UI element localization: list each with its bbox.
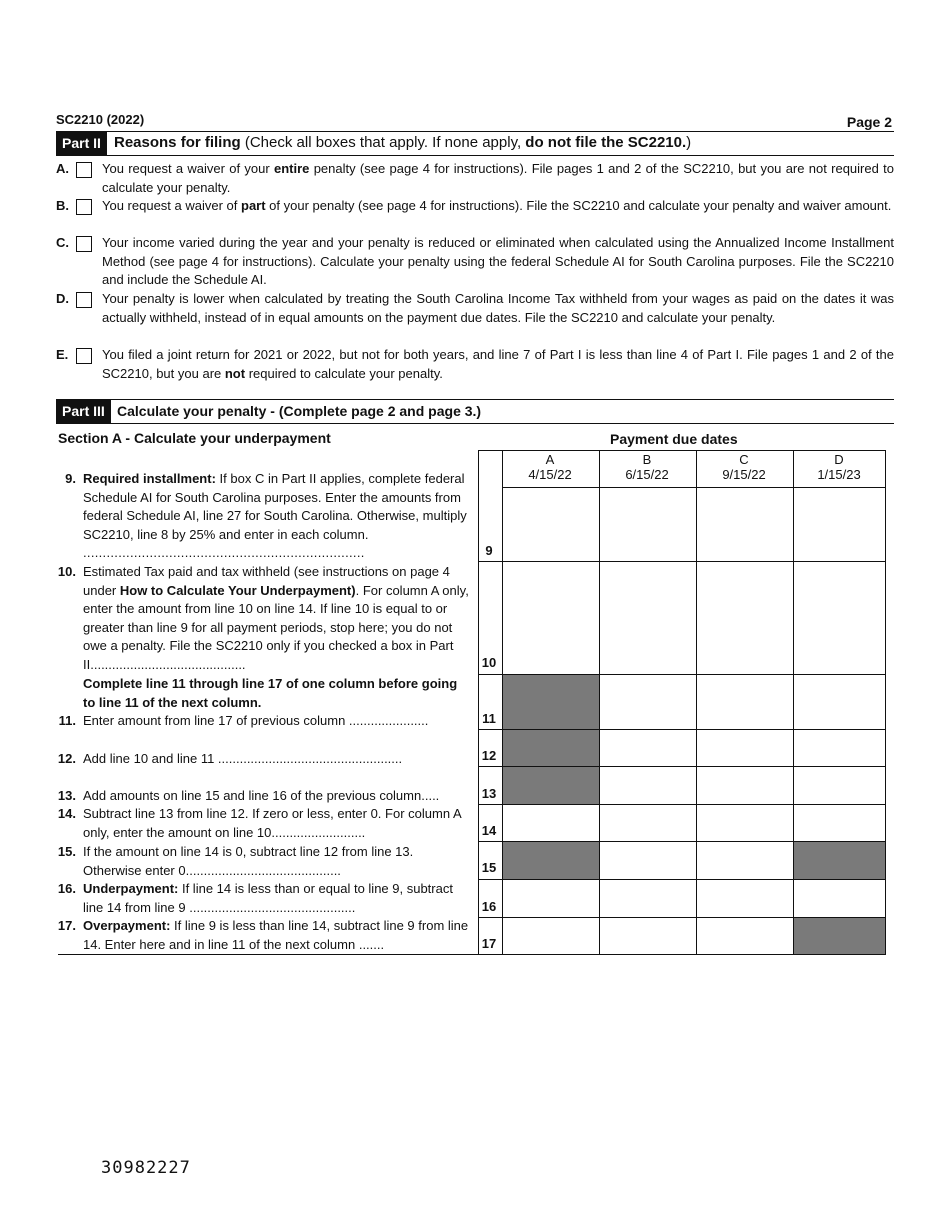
- column-b-header: B 6/15/22: [625, 452, 669, 482]
- form-barcode-number: 30982227: [101, 1158, 191, 1178]
- part2-label: Part II: [56, 131, 107, 155]
- part3-rule: [56, 423, 894, 424]
- option-a: A. You request a waiver of your entire penalty (see page 4 for instructions). File pages 1 and 2 of the SC2210, but you are not required to calculate your penalty.: [56, 161, 894, 195]
- part2-title: Reasons for filing (Check all boxes that apply. If none apply, do not file the SC2210.): [114, 134, 692, 151]
- box-13: 13: [481, 786, 497, 801]
- column-a-header: A 4/15/22: [528, 452, 572, 482]
- box-17: 17: [481, 936, 497, 951]
- column-d-header: D 1/15/23: [817, 452, 861, 482]
- box-11: 11: [482, 711, 496, 726]
- box-9: 9: [485, 543, 493, 558]
- option-d: D. Your penalty is lower when calculated by treating the South Carolina Income Tax withheld from your wages as paid on the dates it was actually withheld, instead of in equal amounts on the payment due dates. File the SC2210 and calculate your penalty.: [56, 291, 894, 325]
- option-e: E. You filed a joint return for 2021 or 2022, but not for both years, and line 7 of Part I is less than line 4 of Part I. File pages 1 and 2 of the SC2210, but you are not required to calculate your penalty.: [56, 347, 894, 381]
- section-a-title: Section A - Calculate your underpayment: [58, 430, 331, 446]
- option-b: B. You request a waiver of part of your penalty (see page 4 for instructions). File the SC2210 and calculate your penalty and waiver amount.: [56, 198, 892, 213]
- option-c: C. Your income varied during the year and your penalty is reduced or eliminated when calculated using the Annualized Income Installment Method (see page 4 for instructions). Calculate your penalty using the federal Schedule AI for South Carolina purposes. File the SC2210 and include the Schedule AI.: [56, 235, 894, 287]
- box-12: 12: [481, 748, 497, 763]
- payment-due-dates-title: Payment due dates: [610, 431, 738, 447]
- part2-rule: [56, 155, 894, 156]
- checkbox-c[interactable]: [76, 236, 92, 252]
- payment-grid: [478, 450, 886, 954]
- checkbox-e[interactable]: [76, 348, 92, 364]
- box-16: 16: [481, 899, 497, 914]
- box-15: 15: [481, 860, 497, 875]
- checkbox-b[interactable]: [76, 199, 92, 215]
- shade-a-15: [502, 841, 599, 879]
- form-id: SC2210 (2022): [56, 112, 145, 127]
- part3-title: Calculate your penalty - (Complete page 2 and page 3.): [117, 403, 482, 419]
- page-number: Page 2: [846, 114, 892, 130]
- part2-header: [56, 131, 894, 155]
- lines-bottom-rule: [58, 954, 478, 955]
- checkbox-a[interactable]: [76, 162, 92, 178]
- box-14: 14: [481, 823, 497, 838]
- shade-d-15: [793, 841, 886, 879]
- box-10: 10: [481, 655, 497, 670]
- shade-a-11-13: [502, 674, 599, 804]
- shade-d-17: [793, 917, 886, 954]
- checkbox-d[interactable]: [76, 292, 92, 308]
- part3-header: [56, 399, 894, 423]
- part3-label: Part III: [56, 399, 111, 423]
- column-c-header: C 9/15/22: [722, 452, 766, 482]
